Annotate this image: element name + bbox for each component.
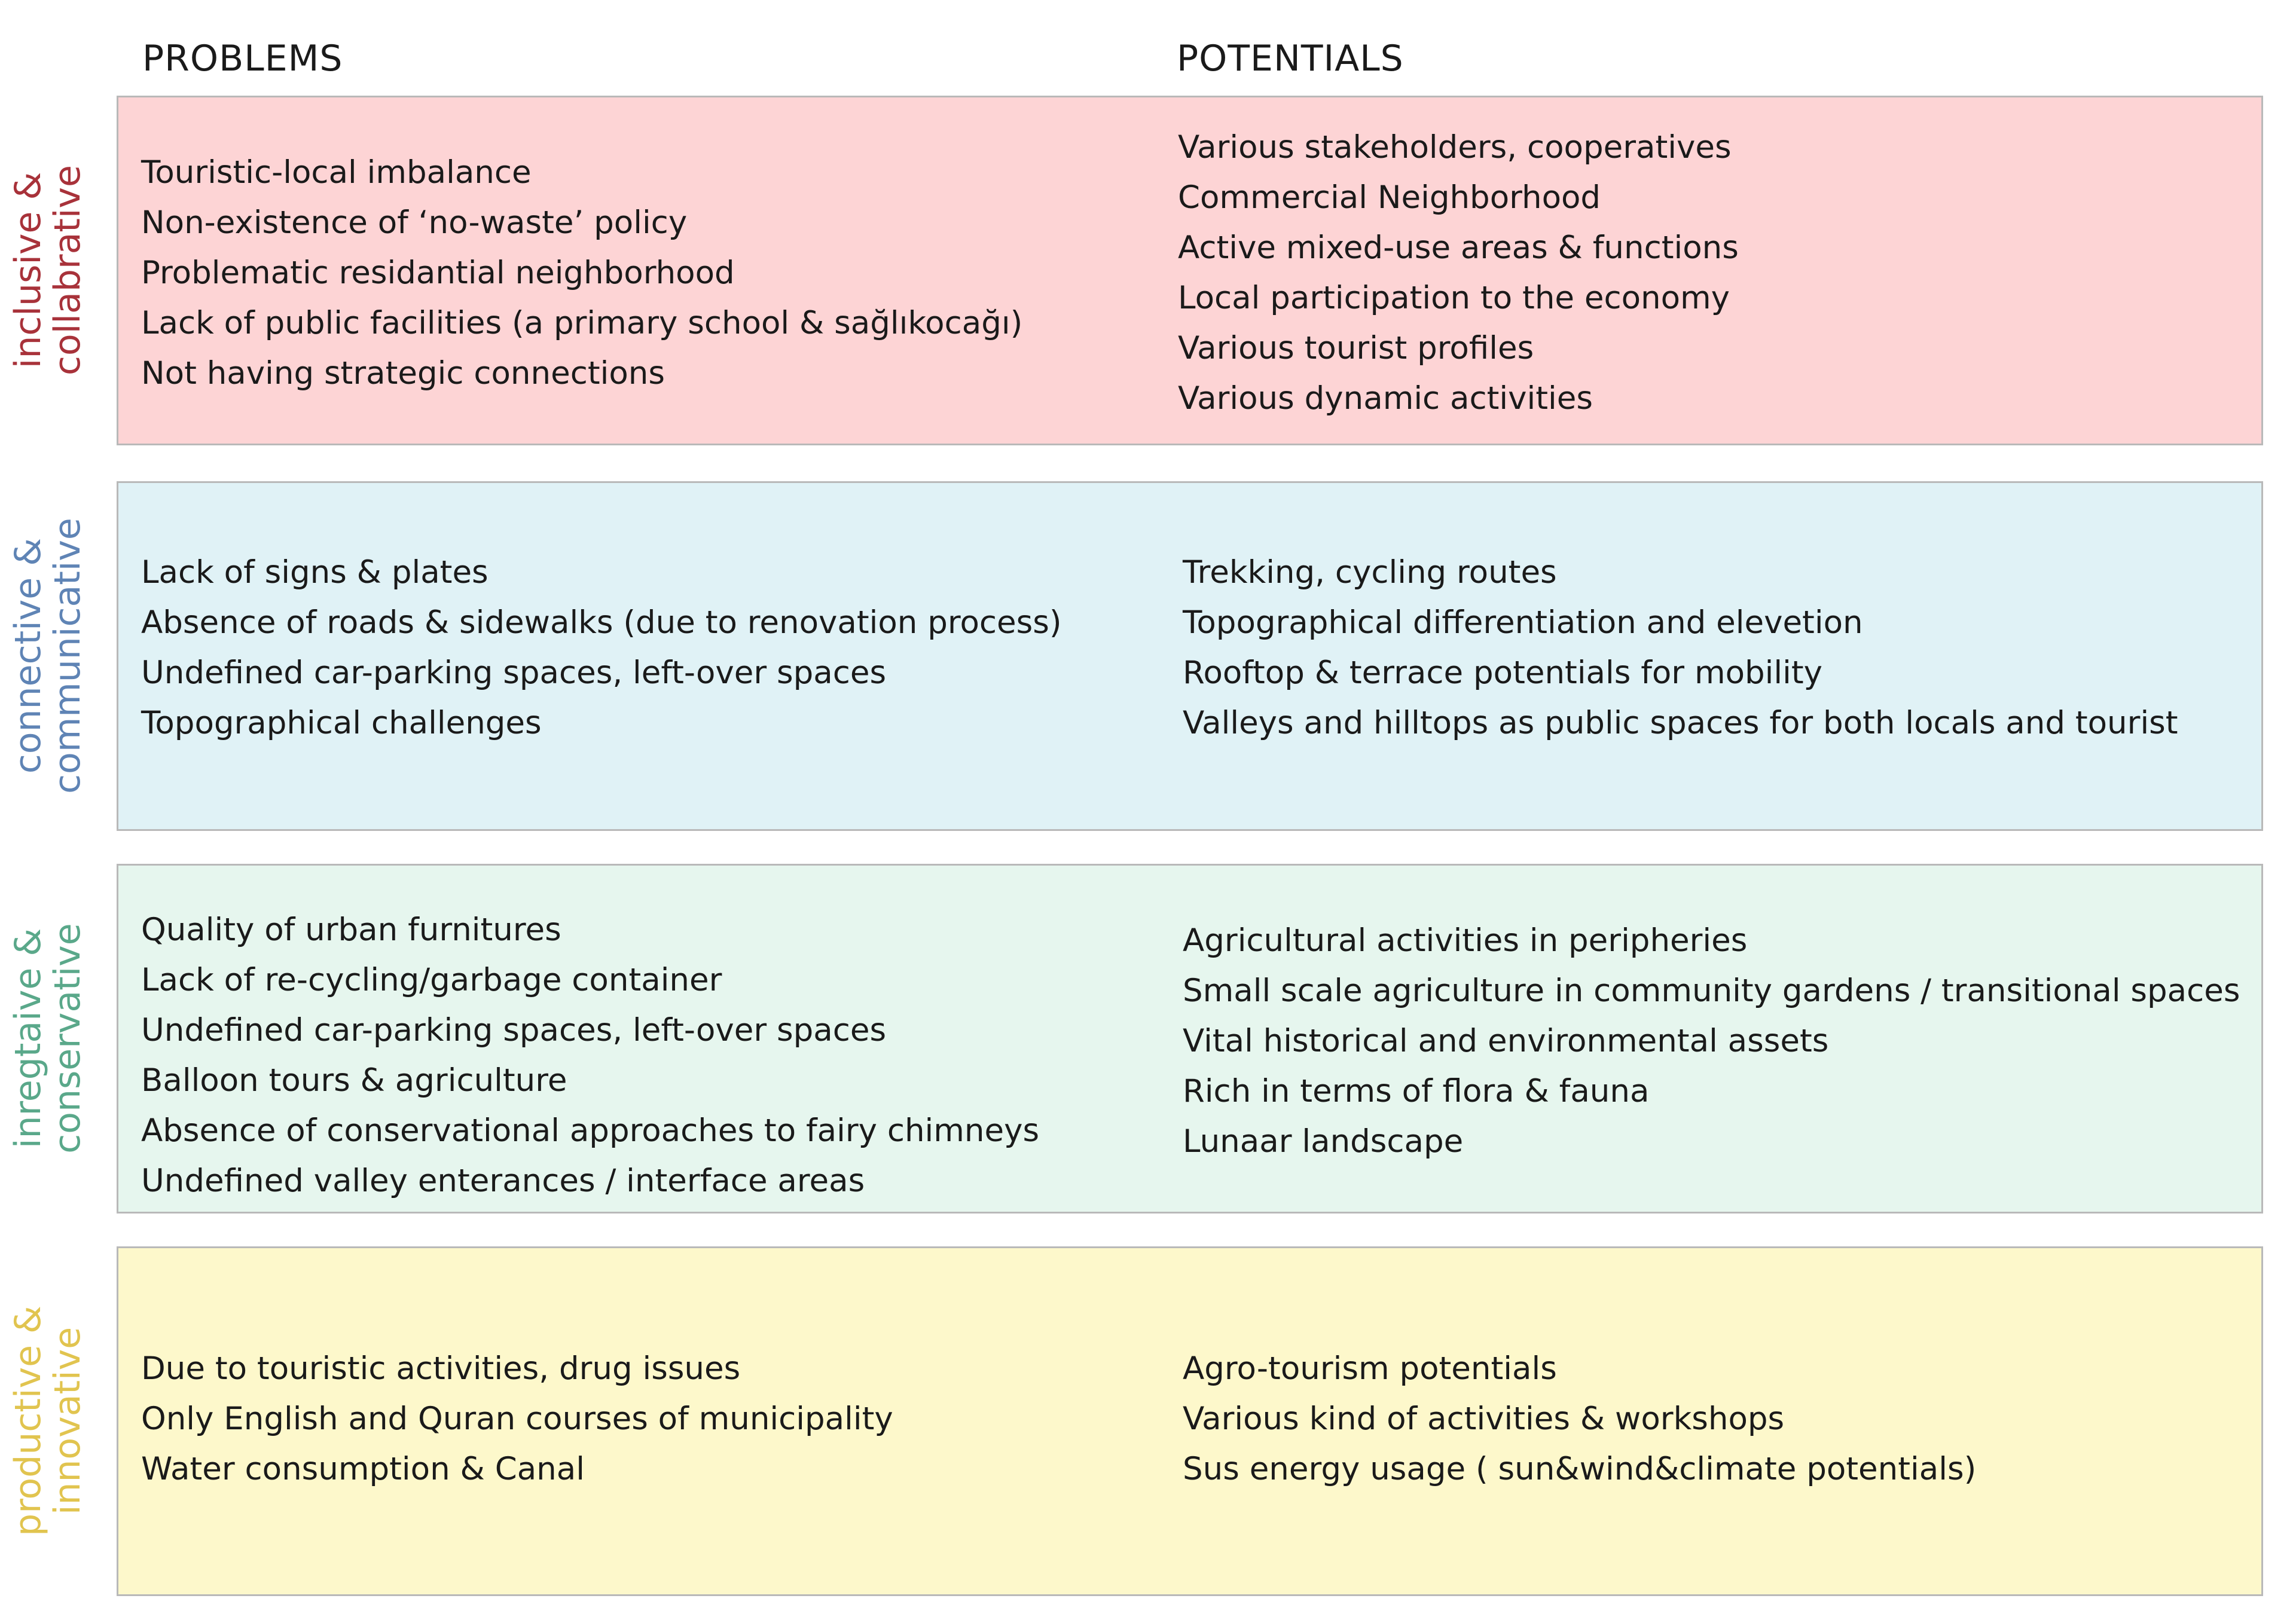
problem-item: Undefined valley enterances / interface areas xyxy=(141,1163,865,1199)
problem-item: Topographical challenges xyxy=(141,705,542,741)
problem-item: Quality of urban furnitures xyxy=(141,912,561,948)
potential-item: Agricultural activities in peripheries xyxy=(1183,922,1748,959)
problem-item: Lack of signs & plates xyxy=(141,554,488,591)
band-connective xyxy=(117,481,2263,831)
problems-list-connective xyxy=(141,548,1062,748)
band-label-connective xyxy=(0,481,96,831)
band-productive xyxy=(117,1246,2263,1596)
problem-item: Due to touristic activities, drug issues xyxy=(141,1350,741,1387)
band-label-integrative-text xyxy=(8,871,87,1206)
problem-item: Problematic residantial neighborhood xyxy=(141,255,735,291)
potential-item: Vital historical and environmental assets xyxy=(1183,1023,1829,1059)
band-inclusive xyxy=(117,96,2263,445)
potential-item: Small scale agriculture in community gardens / transitional spaces xyxy=(1183,973,2240,1009)
potential-item: Topographical differentiation and elevetion xyxy=(1183,604,1863,641)
potential-item: Various stakeholders, cooperatives xyxy=(1178,129,1732,166)
problem-item: Only English and Quran courses of municipality xyxy=(141,1401,893,1437)
problem-item: Non-existence of ‘no-waste’ policy xyxy=(141,204,688,241)
band-label-integrative xyxy=(0,864,96,1214)
band-label-line2: innovative xyxy=(47,1326,88,1515)
band-label-line1: inregtaive & xyxy=(7,928,49,1149)
band-label-inclusive xyxy=(0,96,96,445)
problem-item: Absence of roads & sidewalks (due to renovation process) xyxy=(141,604,1062,641)
problem-item: Not having strategic connections xyxy=(141,355,665,392)
problem-item: Touristic-local imbalance xyxy=(141,154,532,191)
potential-item: Active mixed-use areas & functions xyxy=(1178,230,1739,266)
band-label-productive xyxy=(0,1246,96,1596)
potential-item: Valleys and hilltops as public spaces for both locals and tourist xyxy=(1183,705,2178,741)
potential-item: Rich in terms of flora & fauna xyxy=(1183,1073,1650,1109)
potentials-column-header: POTENTIALS xyxy=(1177,38,1404,80)
problem-item: Balloon tours & agriculture xyxy=(141,1062,567,1099)
problems-column-header: PROBLEMS xyxy=(142,38,343,80)
potential-item: Trekking, cycling routes xyxy=(1183,554,1557,591)
potential-item: Lunaar landscape xyxy=(1183,1123,1464,1160)
band-label-line1: productive & xyxy=(7,1306,49,1536)
potentials-list-integrative xyxy=(1183,916,2240,1167)
band-label-inclusive-text xyxy=(8,103,87,438)
band-label-line1: inclusive & xyxy=(7,172,49,369)
band-label-line2: communicative xyxy=(47,518,88,794)
potential-item: Agro-tourism potentials xyxy=(1183,1350,1557,1387)
potentials-list-inclusive xyxy=(1178,123,1739,424)
potential-item: Sus energy usage ( sun&wind&climate potentials) xyxy=(1183,1451,1977,1487)
problem-item: Water consumption & Canal xyxy=(141,1451,585,1487)
band-label-productive-text xyxy=(8,1254,87,1588)
potentials-list-connective xyxy=(1183,548,2178,748)
potential-item: Various dynamic activities xyxy=(1178,380,1593,417)
band-label-line2: collabrative xyxy=(47,165,88,375)
band-label-line1: connective & xyxy=(7,537,49,774)
problem-item: Lack of public facilities (a primary school & sağlıkocağı) xyxy=(141,305,1023,341)
potential-item: Local participation to the economy xyxy=(1178,280,1730,316)
problem-item: Lack of re-cycling/garbage container xyxy=(141,962,722,998)
band-label-connective-text xyxy=(8,488,87,823)
potential-item: Rooftop & terrace potentials for mobility xyxy=(1183,655,1822,691)
potential-item: Various tourist profiles xyxy=(1178,330,1534,366)
potential-item: Commercial Neighborhood xyxy=(1178,179,1601,216)
potentials-list-productive xyxy=(1183,1344,1976,1494)
problems-list-productive xyxy=(141,1344,893,1494)
problem-item: Undefined car-parking spaces, left-over spaces xyxy=(141,655,887,691)
band-label-line2: conservative xyxy=(47,923,88,1154)
problem-item: Undefined car-parking spaces, left-over spaces xyxy=(141,1012,887,1049)
problem-item: Absence of conservational approaches to fairy chimneys xyxy=(141,1112,1040,1149)
problems-list-integrative xyxy=(141,905,1039,1206)
problems-list-inclusive xyxy=(141,148,1022,399)
potential-item: Various kind of activities & workshops xyxy=(1183,1401,1785,1437)
band-integrative xyxy=(117,864,2263,1214)
